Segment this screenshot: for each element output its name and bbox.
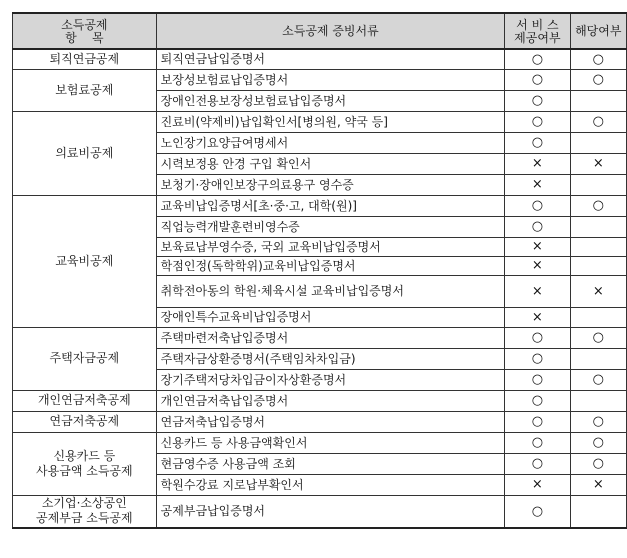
document-cell: 보육료납부영수증, 국외 교육비납입증명서 — [156, 237, 505, 256]
service-mark-cell: × — [505, 237, 570, 256]
table-row — [13, 495, 627, 528]
service-mark-cell: ○ — [505, 132, 570, 153]
document-cell: 취학전아동의 학원·체육시설 교육비납입증명서 — [156, 275, 505, 307]
applicable-mark-cell — [570, 90, 626, 111]
applicable-mark-cell: ○ — [570, 327, 626, 348]
category-label: 퇴직연금공제 — [49, 51, 120, 66]
service-mark-cell: × — [505, 174, 570, 195]
category-cell — [13, 327, 157, 390]
header-document: 소득공제 증빙서류 — [156, 13, 505, 49]
header-row — [13, 13, 627, 49]
document-cell: 직업능력개발훈련비영수증 — [156, 216, 505, 237]
table-row — [13, 69, 627, 90]
document-cell: 퇴직연금납입증명서 — [156, 49, 505, 69]
category-label: 소기업·소상공인 — [41, 496, 127, 511]
category-label: 의료비공제 — [55, 145, 114, 160]
document-cell: 교육비납입증명서[초·중·고, 대학(원)] — [156, 195, 505, 216]
applicable-mark-cell — [570, 348, 626, 369]
applicable-mark-cell — [570, 307, 626, 327]
table-row — [13, 432, 627, 453]
applicable-mark-cell: × — [570, 275, 626, 307]
document-cell: 주택자금상환증명서(주택임차차입금) — [156, 348, 505, 369]
document-cell: 보청기·장애인보장구의료용구 영수증 — [156, 174, 505, 195]
service-mark-cell: ○ — [505, 495, 570, 528]
table-row — [13, 411, 627, 432]
service-mark-cell: ○ — [505, 348, 570, 369]
applicable-mark-cell — [570, 237, 626, 256]
document-cell: 시력보정용 안경 구입 확인서 — [156, 153, 505, 174]
service-mark-cell: ○ — [505, 390, 570, 411]
category-label: 공제부금 소득공제 — [36, 511, 133, 526]
service-mark-cell: × — [505, 275, 570, 307]
table-row — [13, 49, 627, 69]
service-mark-cell: ○ — [505, 432, 570, 453]
document-cell: 연금저축납입증명서 — [156, 411, 505, 432]
deduction-documents-table — [12, 12, 627, 529]
service-mark-cell: ○ — [505, 49, 570, 69]
service-mark-cell: ○ — [505, 411, 570, 432]
service-mark-cell: ○ — [505, 369, 570, 390]
category-label: 교육비공제 — [55, 253, 114, 268]
applicable-mark-cell — [570, 390, 626, 411]
service-mark-cell: × — [505, 153, 570, 174]
service-mark-cell: ○ — [505, 111, 570, 132]
document-cell: 장애인전용보장성보험료납입증명서 — [156, 90, 505, 111]
applicable-mark-cell: ○ — [570, 432, 626, 453]
applicable-mark-cell — [570, 216, 626, 237]
service-mark-cell: ○ — [505, 195, 570, 216]
document-cell: 장애인특수교육비납입증명서 — [156, 307, 505, 327]
applicable-mark-cell: ○ — [570, 453, 626, 474]
applicable-mark-cell: ○ — [570, 369, 626, 390]
category-label: 사용금액 소득공제 — [36, 463, 133, 478]
document-cell: 학원수강료 지로납부확인서 — [156, 474, 505, 495]
service-mark-cell: × — [505, 256, 570, 275]
category-cell — [13, 411, 157, 432]
header-service-line2: 제공여부 — [514, 30, 561, 45]
document-cell: 진료비(약제비)납입확인서[병의원, 약국 등] — [156, 111, 505, 132]
applicable-mark-cell: ○ — [570, 49, 626, 69]
category-cell — [13, 111, 157, 195]
document-cell: 노인장기요양급여명세서 — [156, 132, 505, 153]
table-row — [13, 327, 627, 348]
service-mark-cell: × — [505, 307, 570, 327]
category-label: 연금저축공제 — [49, 414, 120, 428]
service-mark-cell: ○ — [505, 216, 570, 237]
applicable-mark-cell — [570, 495, 626, 528]
service-mark-cell: ○ — [505, 69, 570, 90]
applicable-mark-cell: ○ — [570, 195, 626, 216]
header-category-line1: 소득공제 — [61, 17, 108, 32]
applicable-mark-cell: ○ — [570, 69, 626, 90]
table-body — [13, 49, 627, 528]
document-cell: 보장성보험료납입증명서 — [156, 69, 505, 90]
category-cell — [13, 49, 157, 69]
applicable-mark-cell: × — [570, 474, 626, 495]
service-mark-cell: ○ — [505, 327, 570, 348]
category-cell — [13, 195, 157, 327]
document-cell: 장기주택저당차입금이자상환증명서 — [156, 369, 505, 390]
service-mark-cell: × — [505, 474, 570, 495]
document-cell: 신용카드 등 사용금액확인서 — [156, 432, 505, 453]
category-label: 신용카드 등 — [53, 448, 116, 463]
category-cell — [13, 432, 157, 495]
document-cell: 학점인정(독학학위)교육비납입증명서 — [156, 256, 505, 275]
applicable-mark-cell — [570, 132, 626, 153]
category-label: 개인연금저축공제 — [37, 393, 131, 407]
header-service-line1: 서 비 스 — [516, 17, 559, 32]
document-cell: 공제부금납입증명서 — [156, 495, 505, 528]
document-cell: 주택마련저축납입증명서 — [156, 327, 505, 348]
header-category-line2: 항 목 — [65, 30, 104, 45]
table-row — [13, 111, 627, 132]
header-service — [505, 13, 570, 49]
applicable-mark-cell: ○ — [570, 411, 626, 432]
service-mark-cell: ○ — [505, 90, 570, 111]
table-row — [13, 390, 627, 411]
header-applicable: 해당여부 — [570, 13, 626, 49]
category-cell — [13, 69, 157, 111]
applicable-mark-cell: ○ — [570, 111, 626, 132]
applicable-mark-cell: × — [570, 153, 626, 174]
document-cell: 현금영수증 사용금액 조회 — [156, 453, 505, 474]
category-cell — [13, 495, 157, 528]
service-mark-cell: ○ — [505, 453, 570, 474]
table-row — [13, 195, 627, 216]
category-label: 주택자금공제 — [49, 351, 120, 365]
applicable-mark-cell — [570, 174, 626, 195]
category-cell — [13, 390, 157, 411]
document-cell: 개인연금저축납입증명서 — [156, 390, 505, 411]
applicable-mark-cell — [570, 256, 626, 275]
category-label: 보험료공제 — [55, 82, 114, 97]
header-category — [13, 13, 157, 49]
